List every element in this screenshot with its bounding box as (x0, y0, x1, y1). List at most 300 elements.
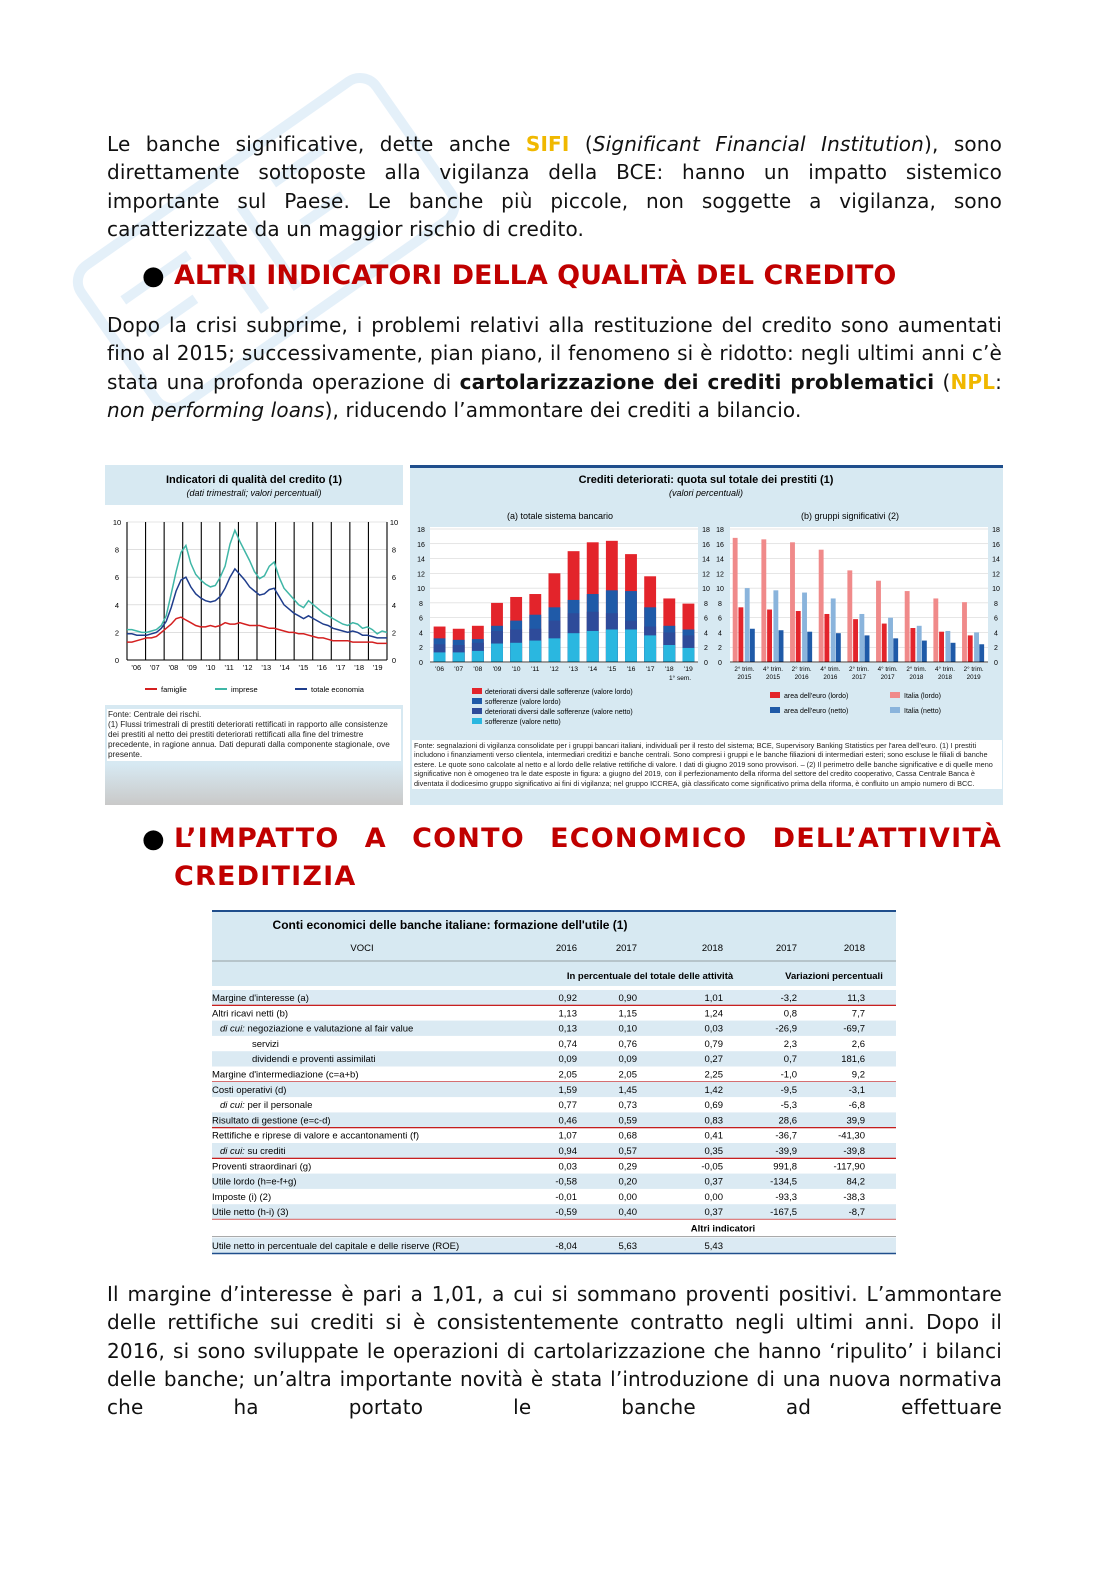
bar-b-2 (779, 630, 784, 662)
legend-label: totale economia (311, 685, 364, 694)
y-tick-label: 6 (419, 615, 423, 623)
bar-b-3 (974, 632, 979, 662)
bar-b-1 (761, 539, 766, 662)
y-tick-label: 10 (417, 586, 425, 594)
table-row-label: Imposte (i) (2) (212, 1191, 272, 1203)
y-tick-label: 6 (718, 615, 722, 623)
table-row-label: servizi (252, 1038, 279, 1050)
table-cell: -41,30 (838, 1130, 865, 1142)
bar-3 (682, 648, 694, 662)
chart1-source: Fonte: Centrale dei rischi. (108, 710, 202, 719)
table-cell: 2,25 (704, 1069, 723, 1081)
legend-swatch (472, 698, 482, 704)
table-cell: 0,79 (704, 1038, 723, 1050)
table-cell: 1,15 (618, 1008, 637, 1020)
x-tick-label: '18 (664, 666, 674, 673)
table-row-label-prefix: di cui: (220, 1100, 245, 1112)
table-row-label-rest: su crediti (244, 1146, 286, 1157)
table-cell: 2,05 (618, 1069, 637, 1081)
x-tick-label: '08 (473, 666, 483, 673)
x-tick-label: 2° trim. (963, 666, 984, 673)
bar-b-2 (922, 641, 927, 662)
bar-b-0 (824, 614, 829, 662)
bar-b-0 (796, 611, 801, 662)
table-row-label-prefix: di cui: (220, 1023, 245, 1035)
bar-3 (644, 635, 656, 662)
legend-label: area dell'euro (netto) (784, 708, 849, 715)
x-tick-label: '17 (335, 663, 346, 672)
text: Le banche significative, dette anche (107, 132, 526, 156)
table-cell: -0,59 (555, 1207, 577, 1219)
table-cell: -8,04 (555, 1241, 577, 1252)
table-cell: -0,05 (701, 1161, 723, 1173)
table-cell: 0,8 (783, 1008, 797, 1020)
column-header: VOCI (350, 943, 374, 954)
x-tick-label: '13 (569, 666, 579, 673)
legend-swatch (770, 692, 780, 698)
legend-label: deteriorati diversi dalle sofferenze (valore lordo) (485, 689, 633, 696)
table-cell: 0,69 (704, 1100, 723, 1112)
npl-term: NPL (950, 369, 996, 394)
group-header: In percentuale del totale delle attività (566, 971, 734, 982)
x-tick-label: '10 (205, 663, 216, 672)
x-tick-label: 4° trim. (820, 666, 841, 673)
legend-swatch (890, 707, 900, 713)
bar-3 (548, 638, 560, 662)
table-cell: 1,24 (704, 1008, 723, 1020)
table-cell: 0,73 (618, 1100, 637, 1112)
x-tick-label: '07 (149, 663, 160, 672)
table-cell: 2,3 (783, 1038, 797, 1050)
x-tick-label: '12 (549, 666, 559, 673)
y-tick-label: 6 (114, 573, 120, 583)
x-tick-label: '13 (261, 663, 272, 672)
x-tick-label: 2018 (909, 674, 924, 681)
table-cell: 0,77 (558, 1100, 577, 1112)
bar-3 (434, 652, 446, 662)
closing-paragraph: Il margine d’interesse è pari a 1,01, a cui si sommano proventi positivi. L’ammontare delle rettifiche sui crediti si è consistentemente contratto negli ultimi anni. Dopo il 2016, si sono sviluppate le operazioni di cartolarizzazione che hanno ‘ripulito’ i bilanci delle banche; un’altra importante novità è stata l’introduzione di una nuova normativa che ha portato le banche ad effettuare (107, 1282, 1002, 1420)
y-tick-label: 4 (994, 630, 998, 638)
table-cell: -5,3 (780, 1100, 797, 1112)
bold-term: cartolarizzazione dei crediti problematici (459, 369, 935, 394)
table-cell: 0,94 (558, 1146, 577, 1157)
y-tick-label: 8 (114, 545, 120, 555)
bar-3 (587, 631, 599, 662)
x-tick-label: '06 (131, 663, 142, 672)
legend-swatch (770, 707, 780, 713)
section-heading-income (142, 820, 1002, 892)
table-cell: 1,45 (618, 1084, 637, 1096)
table-cell: 0,09 (618, 1054, 637, 1066)
chart2-note: Fonte: segnalazioni di vigilanza consolidate per i gruppi bancari italiani, individuali per il resto del sistema; BCE, Supervisory Banking Statistics per l'area dell'euro. (1) I prestiti includono i finanziamenti verso clientela, intermediari creditizi e banche centrali. Sono compresi i gruppi e le banche filiazioni di intermediari esteri; sono escluse le filiali di banche estere. Le quote sono calcolate al netto e al lordo delle relative rettifiche di valore. I dati di giugno 2019 sono provvisori. – (2) Il perimetro delle banche significative e di quelle meno significative non è omogeneo tra le date esposte in figura: a giugno del 2019, con il perfezionamento della riforma del settore del credito cooperativo, Cassa Centrale Banca è diventata il dodicesimo gruppo significativo ai fini di vigilanza; nel gruppo ICCREA, già classificato come significativo prima della riforma, è confluito un ampio numero di BCC. (412, 740, 1002, 789)
x-tick-label: '15 (607, 666, 617, 673)
bar-b-2 (893, 638, 898, 662)
y-tick-label: 14 (992, 556, 1000, 564)
bar-3 (453, 652, 465, 662)
section-heading-quality (142, 257, 1002, 295)
bullet-icon: ● (142, 261, 165, 291)
legend-swatch (472, 688, 482, 694)
table-cell: 0,00 (704, 1191, 723, 1203)
bar-b-3 (745, 588, 750, 662)
table-cell: 9,2 (851, 1069, 865, 1081)
y-tick-label: 8 (994, 600, 998, 608)
table-row-label: Rettifiche e riprese di valore e accantonamenti (f) (212, 1130, 419, 1142)
y-tick-label: 4 (419, 630, 423, 638)
x-tick-label: '16 (626, 666, 636, 673)
x-tick-label: 2° trim. (791, 666, 812, 673)
table-cell: -6,8 (848, 1100, 865, 1112)
y-tick-label: 4 (718, 630, 722, 638)
y-tick-label: 2 (391, 628, 397, 638)
bar-b-2 (807, 632, 812, 662)
table-cell: 0,10 (618, 1023, 637, 1035)
npl-full-term: non performing loans (107, 397, 325, 422)
x-tick-label: '06 (435, 666, 445, 673)
table-cell: -0,58 (555, 1176, 577, 1188)
table-row-label: Margine d'interesse (a) (212, 993, 309, 1004)
y-tick-label: 16 (417, 541, 425, 549)
sifi-full-term: Significant Financial Institution (592, 132, 924, 156)
legend-label: famiglie (161, 685, 187, 694)
table-cell: 0,37 (704, 1176, 723, 1188)
column-header: 2016 (555, 943, 577, 954)
y-tick-label: 4 (391, 600, 397, 610)
x-tick-label: '18 (354, 663, 365, 672)
x-tick-label: 2016 (794, 674, 809, 681)
table-cell: 7,7 (851, 1008, 865, 1020)
table-cell: 2,6 (851, 1038, 865, 1050)
text: : (995, 369, 1002, 394)
chart1-note: (1) Flussi trimestrali di prestiti deteriorati rettificati in rapporto alle consistenze dei prestiti al netto dei prestiti deteriorati rettificati alla fine del trimestre precedente, in ragione annua. Dati depurati dalla componente stagionale, ove presente. (108, 720, 390, 759)
legend-label: Italia (netto) (904, 708, 941, 715)
bar-b-3 (945, 631, 950, 662)
table-cell: 0,27 (704, 1054, 723, 1066)
table-cell: -8,7 (848, 1207, 865, 1219)
bar-b-0 (738, 607, 743, 662)
x-tick-label: 4° trim. (762, 666, 784, 673)
y-tick-label: 16 (716, 541, 724, 549)
table-cell: -0,01 (555, 1191, 577, 1203)
legend-swatch (890, 692, 900, 698)
legend-label: Italia (lordo) (904, 693, 941, 700)
legend-swatch (472, 718, 482, 724)
table-cell: 0,03 (558, 1161, 577, 1173)
y-tick-label: 2 (994, 645, 998, 653)
table-cell: 0,57 (618, 1146, 637, 1157)
table-cell: 0,20 (618, 1176, 637, 1188)
y-tick-label: 12 (702, 571, 710, 579)
table-cell: -1,0 (780, 1069, 797, 1081)
table-cell: 0,41 (704, 1130, 723, 1142)
text: Dopo la crisi subprime, i problemi relativi alla restituzione del credito sono aumentati fino al 2015; successivamente, pian piano, il fenomeno si è ridotto: negli ultimi anni c’è stata una profonda operazione di (107, 313, 1002, 394)
table-cell: 0,29 (618, 1161, 637, 1173)
table-cell: 1,01 (704, 993, 723, 1004)
table-cell: -36,7 (775, 1130, 797, 1142)
table-cell: 11,3 (847, 993, 865, 1004)
x-tick-label: 2019 (966, 674, 981, 681)
heading-text: ALTRI INDICATORI DELLA QUALITÀ DEL CREDITO (174, 260, 897, 291)
bullet-icon: ● (142, 824, 165, 854)
x-tick-label: '08 (168, 663, 179, 672)
bar-3 (663, 645, 675, 662)
table-cell: -9,5 (780, 1084, 797, 1096)
bar-3 (568, 633, 580, 662)
table-cell: 0,37 (704, 1207, 723, 1219)
chart2-panel-b: (b) gruppi significativi (2) (800, 511, 900, 521)
x-tick-label: '14 (279, 663, 290, 672)
y-tick-label: 10 (702, 586, 710, 594)
column-header: 2017 (775, 943, 797, 954)
y-tick-label: 0 (391, 656, 397, 665)
chart2-subtitle: (valori percentuali) (668, 488, 744, 498)
income-table-svg (212, 910, 896, 1266)
y-tick-label: 16 (702, 541, 710, 549)
y-tick-label: 10 (389, 518, 399, 527)
x-tick-label: 2018 (937, 674, 953, 681)
y-tick-label: 0 (704, 660, 708, 667)
table-cell: 0,74 (558, 1038, 577, 1050)
y-tick-label: 8 (391, 545, 397, 555)
table-cell: -167,5 (770, 1207, 797, 1219)
table-row-label (220, 1024, 413, 1035)
bar-b-2 (865, 635, 870, 662)
bar-b-2 (979, 644, 984, 662)
table-row-label-prefix: di cui: (220, 1146, 245, 1157)
table-cell: 5,63 (618, 1241, 637, 1252)
bar-b-0 (853, 619, 858, 662)
x-tick-label: 2015 (765, 674, 781, 681)
x-tick-label: 2015 (737, 674, 752, 681)
table-cell: 0,35 (704, 1146, 723, 1157)
heading-text: L’IMPATTO A CONTO ECONOMICO DELL’ATTIVITÀ CREDITIZIA (174, 823, 1002, 892)
table-row-label: Utile netto in percentuale del capitale e delle riserve (ROE) (212, 1241, 460, 1252)
table-row-label: dividendi e proventi assimilati (252, 1054, 376, 1066)
y-tick-label: 6 (391, 573, 397, 583)
x-tick-label: '11 (531, 666, 540, 673)
table-row-label-rest: per il personale (244, 1100, 313, 1112)
legend-label: sofferenze (valore lordo) (485, 699, 561, 706)
bar-b-2 (951, 643, 956, 662)
y-tick-label: 12 (716, 571, 724, 579)
npl-paragraph (107, 311, 1002, 424)
y-tick-label: 12 (417, 571, 425, 579)
legend-label: imprese (231, 685, 258, 694)
text: ( (934, 369, 951, 394)
bar-3 (625, 629, 637, 662)
column-header: 2018 (843, 943, 865, 954)
y-tick-label: 18 (702, 527, 710, 534)
x-tick-label: 2° trim. (734, 666, 755, 673)
table-cell: 0,00 (618, 1191, 637, 1203)
legend-label: deteriorati diversi dalle sofferenze (valore netto) (485, 709, 633, 716)
x-tick-label: '16 (317, 663, 327, 672)
y-tick-label: 0 (994, 660, 998, 667)
table-cell: 1,07 (558, 1130, 577, 1142)
table-row-label: Costi operativi (d) (212, 1084, 287, 1096)
x-tick-label: 2017 (851, 674, 867, 681)
y-tick-label: 14 (417, 556, 425, 564)
bar-b-1 (962, 602, 967, 662)
bar-3 (529, 641, 541, 662)
x-extra-label: 1° sem. (668, 675, 692, 682)
legend-label: area dell'euro (lordo) (784, 693, 849, 700)
table-row-label: Risultato di gestione (e=c-d) (212, 1115, 331, 1127)
table-row-label: Altri ricavi netti (b) (212, 1008, 289, 1020)
bar-b-3 (859, 614, 864, 662)
bar-3 (510, 643, 522, 662)
chart1-subtitle: (dati trimestrali; valori percentuali) (186, 488, 322, 498)
y-tick-label: 0 (419, 660, 423, 667)
bar-b-0 (910, 628, 915, 662)
y-tick-label: 10 (112, 518, 122, 527)
x-tick-label: '09 (187, 663, 197, 672)
y-tick-label: 0 (114, 656, 120, 665)
chart2-title: Crediti deteriorati: quota sul totale dei prestiti (1) (578, 474, 834, 486)
y-tick-label: 8 (718, 600, 722, 608)
y-tick-label: 12 (992, 571, 1000, 579)
row-band (212, 1220, 896, 1238)
table-cell: -3,1 (848, 1084, 865, 1096)
bar-b-0 (882, 624, 887, 662)
bar-b-3 (888, 618, 893, 662)
table-cell: 5,43 (704, 1241, 723, 1252)
y-tick-label: 2 (718, 645, 722, 653)
table-cell: -39,8 (843, 1146, 865, 1157)
y-tick-label: 8 (419, 600, 423, 608)
table-cell: 28,6 (778, 1115, 797, 1127)
table-cell: -134,5 (770, 1176, 797, 1188)
bar-b-0 (939, 632, 944, 662)
x-tick-label: 2017 (880, 674, 895, 681)
table-row-label (220, 1146, 285, 1157)
table-cell: 0,68 (618, 1130, 637, 1142)
bar-b-3 (773, 590, 778, 662)
x-tick-label: '07 (454, 666, 464, 673)
bar-3 (606, 629, 618, 662)
x-tick-label: '19 (372, 663, 383, 672)
x-tick-label: '10 (511, 666, 521, 673)
column-header: 2018 (701, 943, 723, 954)
bar-b-3 (917, 626, 922, 662)
table-cell: 0,59 (618, 1115, 637, 1127)
table-cell: 1,42 (704, 1084, 723, 1096)
text: ), riducendo l’ammontare dei crediti a bilancio. (324, 397, 802, 422)
y-tick-label: 4 (704, 630, 708, 638)
bar-3 (472, 651, 484, 662)
y-tick-label: 14 (716, 556, 724, 564)
table-cell: 991,8 (773, 1161, 797, 1173)
table-cell: 0,90 (618, 993, 637, 1004)
text: ( (569, 132, 593, 156)
x-tick-label: '09 (492, 666, 502, 673)
y-tick-label: 0 (718, 660, 722, 667)
bar-b-0 (968, 635, 973, 662)
income-table (212, 910, 896, 1270)
chart2-svg (410, 465, 1003, 805)
table-cell: 2,05 (558, 1069, 577, 1081)
bar-b-3 (831, 598, 836, 662)
y-tick-label: 14 (702, 556, 710, 564)
x-tick-label: 2° trim. (848, 666, 870, 673)
table-cell: 0,09 (558, 1054, 577, 1066)
y-tick-label: 8 (704, 600, 708, 608)
table-row-label: Utile netto (h-i) (3) (212, 1207, 289, 1219)
x-tick-label: '14 (588, 666, 598, 673)
x-tick-label: '19 (683, 666, 693, 673)
bar-b-1 (790, 542, 795, 662)
table-row-label (220, 1100, 312, 1111)
table-cell: -39,9 (775, 1146, 797, 1157)
y-tick-label: 16 (992, 541, 1000, 549)
npl-share-chart (410, 465, 1003, 805)
chart1-title: Indicatori di qualità del credito (1) (165, 474, 343, 486)
y-tick-label: 10 (716, 586, 724, 594)
bar-b-0 (767, 610, 772, 662)
table-cell: -93,3 (775, 1191, 797, 1203)
table-cell: -69,7 (843, 1023, 865, 1035)
bar-b-1 (847, 570, 852, 662)
y-tick-label: 18 (992, 527, 1000, 534)
y-tick-label: 2 (114, 628, 120, 638)
legend-swatch (472, 708, 482, 714)
table-cell: -38,3 (843, 1191, 865, 1203)
table-cell: 0,76 (618, 1038, 637, 1050)
table-row-label: Margine d'intermediazione (c=a+b) (212, 1069, 359, 1081)
y-tick-label: 4 (114, 600, 120, 610)
y-tick-label: 10 (992, 586, 1000, 594)
table-cell: -3,2 (780, 993, 797, 1004)
bar-b-1 (819, 550, 824, 662)
table-cell: 0,40 (618, 1207, 637, 1219)
table-cell: 181,6 (841, 1054, 865, 1066)
table-cell: 0,7 (783, 1054, 797, 1066)
y-tick-label: 18 (716, 527, 724, 534)
bar-b-3 (802, 593, 807, 662)
credit-quality-chart (105, 465, 403, 805)
y-tick-label: 18 (417, 527, 425, 534)
x-tick-label: '12 (242, 663, 253, 672)
table-cell: 0,46 (558, 1115, 577, 1127)
table-cell: -26,9 (775, 1023, 797, 1035)
y-tick-label: 6 (994, 615, 998, 623)
intro-paragraph (107, 130, 1002, 243)
text: ), sono direttamente sottoposte alla vigilanza della BCE: hanno un impatto sistemico importante sul Paese. Le banche più piccole, non soggette a vigilanza, sono caratterizzate da un maggior rischio di credito. (107, 132, 1002, 241)
y-tick-label: 2 (419, 645, 423, 653)
bar-b-2 (836, 633, 841, 662)
chart1-svg (105, 465, 403, 805)
table-cell: 0,03 (704, 1023, 723, 1035)
table-cell: 84,2 (846, 1176, 865, 1188)
x-tick-label: '15 (298, 663, 309, 672)
sifi-term: SIFI (525, 132, 570, 156)
bar-b-2 (750, 629, 755, 662)
bar-b-1 (876, 581, 881, 662)
table-cell: 1,59 (558, 1084, 577, 1096)
table-title: Conti economici delle banche italiane: formazione dell'utile (1) (272, 918, 628, 932)
table-cell: 0,83 (704, 1115, 723, 1127)
x-tick-label: 4° trim. (934, 666, 956, 673)
y-tick-label: 2 (704, 645, 708, 653)
bar-b-1 (733, 538, 738, 662)
table-row-label: Utile lordo (h=e-f+g) (212, 1176, 297, 1188)
column-header: 2017 (615, 943, 637, 954)
x-tick-label: '17 (645, 666, 655, 673)
legend-label: sofferenze (valore netto) (485, 719, 561, 726)
bar-b-1 (905, 591, 910, 662)
table-cell: 0,92 (558, 993, 577, 1004)
bar-3 (491, 644, 503, 662)
